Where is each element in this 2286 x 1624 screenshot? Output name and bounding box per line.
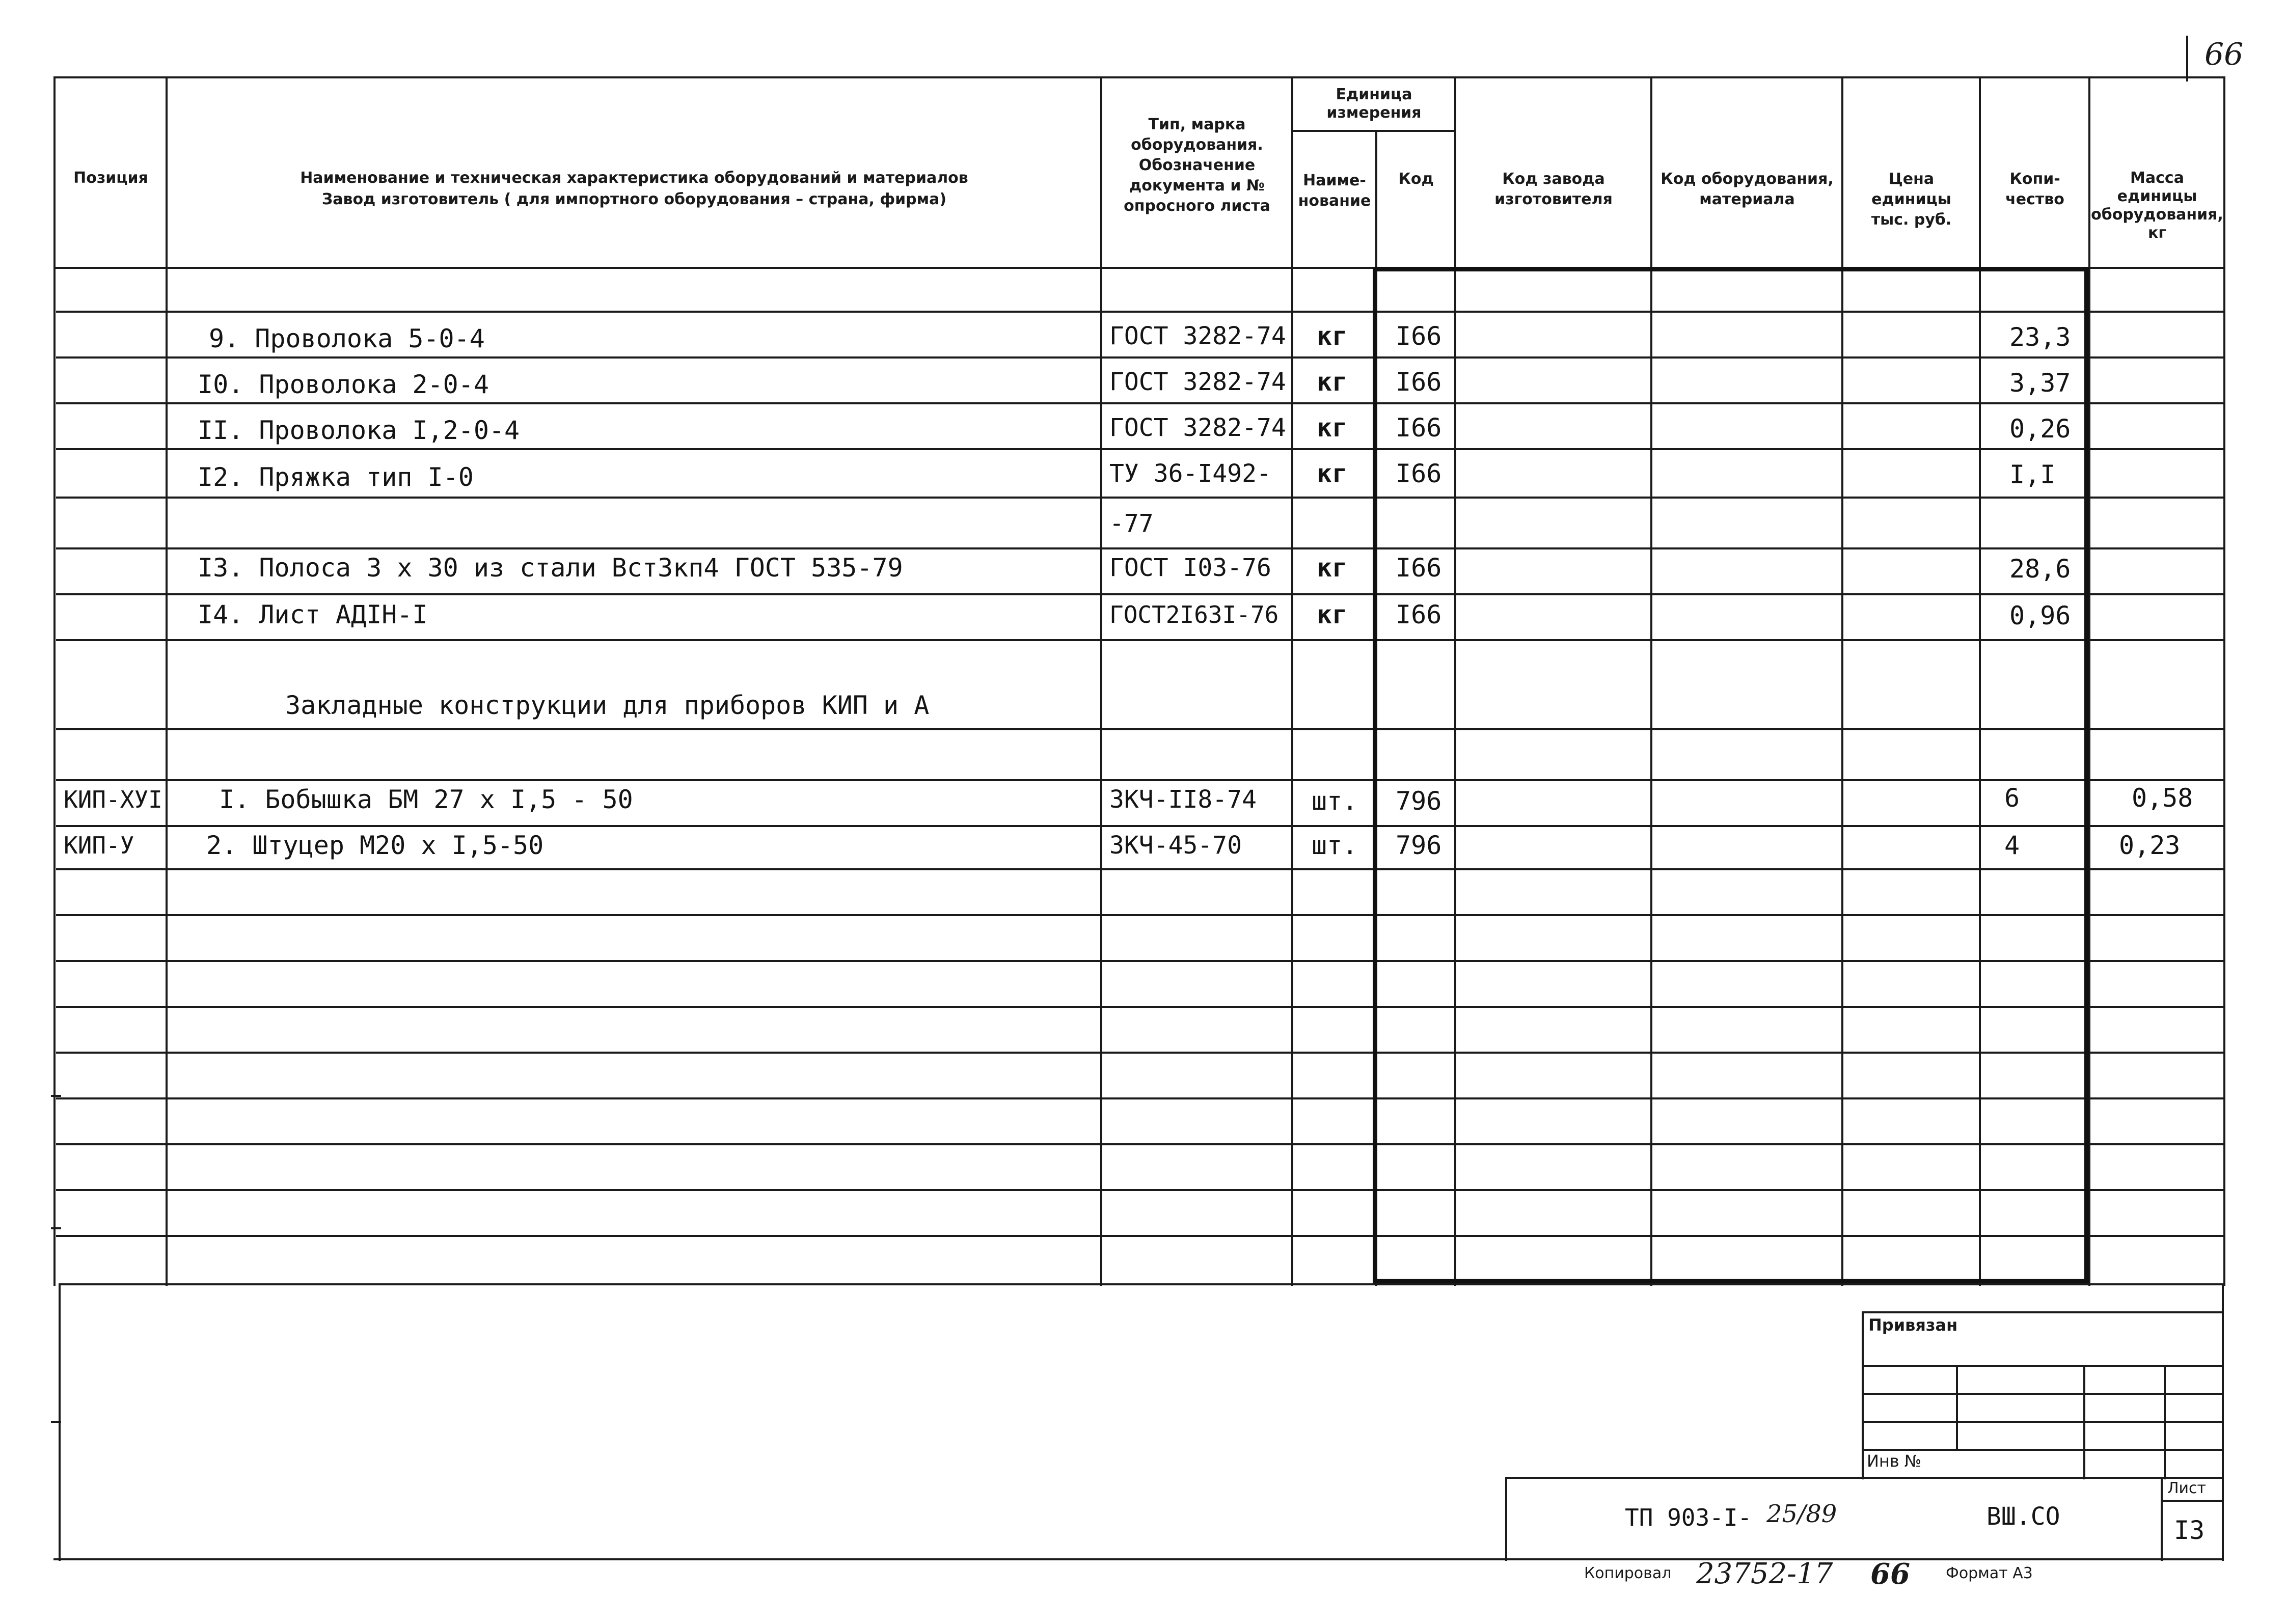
section-heading: Закладные конструкции для приборов КИП и А xyxy=(285,691,930,720)
footer-format: Формат А3 xyxy=(1946,1564,2033,1582)
row-qty: 3,37 xyxy=(2009,368,2071,398)
row-name: 2. Штуцер М20 х I,5-50 xyxy=(206,831,544,860)
margin-mark xyxy=(51,1095,61,1097)
row-code: 796 xyxy=(1396,831,1442,860)
row-doc: ТУ 36-I492- xyxy=(1109,459,1271,488)
margin-mark xyxy=(51,1227,61,1229)
row-mass: 0,23 xyxy=(2119,831,2181,860)
stamp-inv-label: Инв № xyxy=(1867,1451,1922,1471)
row-code: I66 xyxy=(1396,459,1442,488)
stamp-project-code: ТП 903-I- xyxy=(1625,1504,1752,1531)
row-doc: ЗКЧ-45-70 xyxy=(1109,831,1242,860)
row-unit: шт. xyxy=(1312,831,1358,860)
row-code: I66 xyxy=(1396,600,1442,629)
footer-copied-number: 23752-17 xyxy=(1696,1557,1833,1590)
footer-copied-page: 66 xyxy=(1870,1557,1910,1591)
header-mass: Масса единицы оборудования, кг xyxy=(2091,169,2223,242)
header-name-line2: Завод изготовитель ( для импортного оборудования – страна, фирма) xyxy=(321,190,947,208)
row-unit: кг xyxy=(1317,459,1348,488)
row-pos: КИП-ХУI xyxy=(64,786,162,813)
page-number: 66 xyxy=(2205,37,2244,72)
row-doc: ГОСТ 3282-74 xyxy=(1109,414,1286,442)
row-unit: кг xyxy=(1317,553,1348,583)
header-position: Позиция xyxy=(73,169,148,187)
header-unit-group: Единица измерения xyxy=(1326,86,1422,122)
row-unit: шт. xyxy=(1312,786,1358,816)
row-pos: КИП-У xyxy=(64,832,134,859)
row-unit: кг xyxy=(1317,367,1348,397)
row-unit: кг xyxy=(1317,321,1348,351)
footer-copied-label: Копировал xyxy=(1584,1564,1672,1582)
row-qty: 4 xyxy=(2004,831,2020,860)
row-qty: 0,96 xyxy=(2009,601,2071,630)
row-name: I0. Проволока 2-0-4 xyxy=(198,370,489,399)
row-code: I66 xyxy=(1396,367,1442,397)
header-equipment-code: Код оборудования, материала xyxy=(1661,170,1834,208)
stamp-sheet-number: I3 xyxy=(2174,1516,2205,1545)
row-mass: 0,58 xyxy=(2132,783,2193,813)
header-unit-name: Наиме- нование xyxy=(1298,172,1371,210)
row-unit: кг xyxy=(1317,413,1348,443)
header-price: Цена единицы тыс. руб. xyxy=(1871,170,1952,229)
row-qty: 23,3 xyxy=(2009,322,2071,352)
row-doc: ГОСТ 3282-74 xyxy=(1109,368,1286,396)
header-type-mark: Тип, марка оборудования. Обозначение документа и № опросного листа xyxy=(1124,116,1270,215)
row-qty: 28,6 xyxy=(2009,554,2071,584)
row-doc: ГОСТ I03-76 xyxy=(1109,554,1271,582)
row-code: I66 xyxy=(1396,413,1442,443)
row-qty: 6 xyxy=(2004,783,2020,813)
stamp-section: ВШ.СО xyxy=(1986,1502,2060,1531)
row-name: I4. Лист АДIН-I xyxy=(198,600,428,629)
row-name: I3. Полоса 3 х 30 из стали ВстЗкп4 ГОСТ 535-79 xyxy=(198,553,903,583)
page-number-mark xyxy=(2186,36,2188,81)
stamp-bound-label: Привязан xyxy=(1868,1315,1958,1335)
header-factory-code: Код завода изготовителя xyxy=(1494,170,1613,208)
row-code: I66 xyxy=(1396,553,1442,583)
row-qty: 0,26 xyxy=(2009,414,2071,444)
row-name: I. Бобышка БМ 27 х I,5 - 50 xyxy=(219,785,633,814)
row-doc: ГОСТ 3282-74 xyxy=(1109,322,1286,350)
row-unit: кг xyxy=(1317,600,1348,629)
row-doc: ЗКЧ-II8-74 xyxy=(1109,785,1257,814)
stamp-sheet-label: Лист xyxy=(2167,1479,2207,1497)
row-code: I66 xyxy=(1396,321,1442,351)
row-doc: -77 xyxy=(1109,509,1154,538)
row-qty: I,I xyxy=(2009,460,2056,489)
row-name: I2. Пряжка тип I-0 xyxy=(198,462,474,492)
header-quantity: Копи- чество xyxy=(2005,170,2064,208)
row-name: 9. Проволока 5-0-4 xyxy=(209,324,485,353)
row-code: 796 xyxy=(1396,786,1442,816)
row-name: II. Проволока I,2-0-4 xyxy=(198,416,520,445)
header-unit-code: Код xyxy=(1398,170,1434,188)
header-name-line1: Наименование и техническая характеристика оборудований и материалов xyxy=(300,169,968,187)
row-doc: ГОСТ2I63I-76 xyxy=(1109,601,1279,628)
stamp-project-code-handwritten: 25/89 xyxy=(1766,1500,1837,1528)
